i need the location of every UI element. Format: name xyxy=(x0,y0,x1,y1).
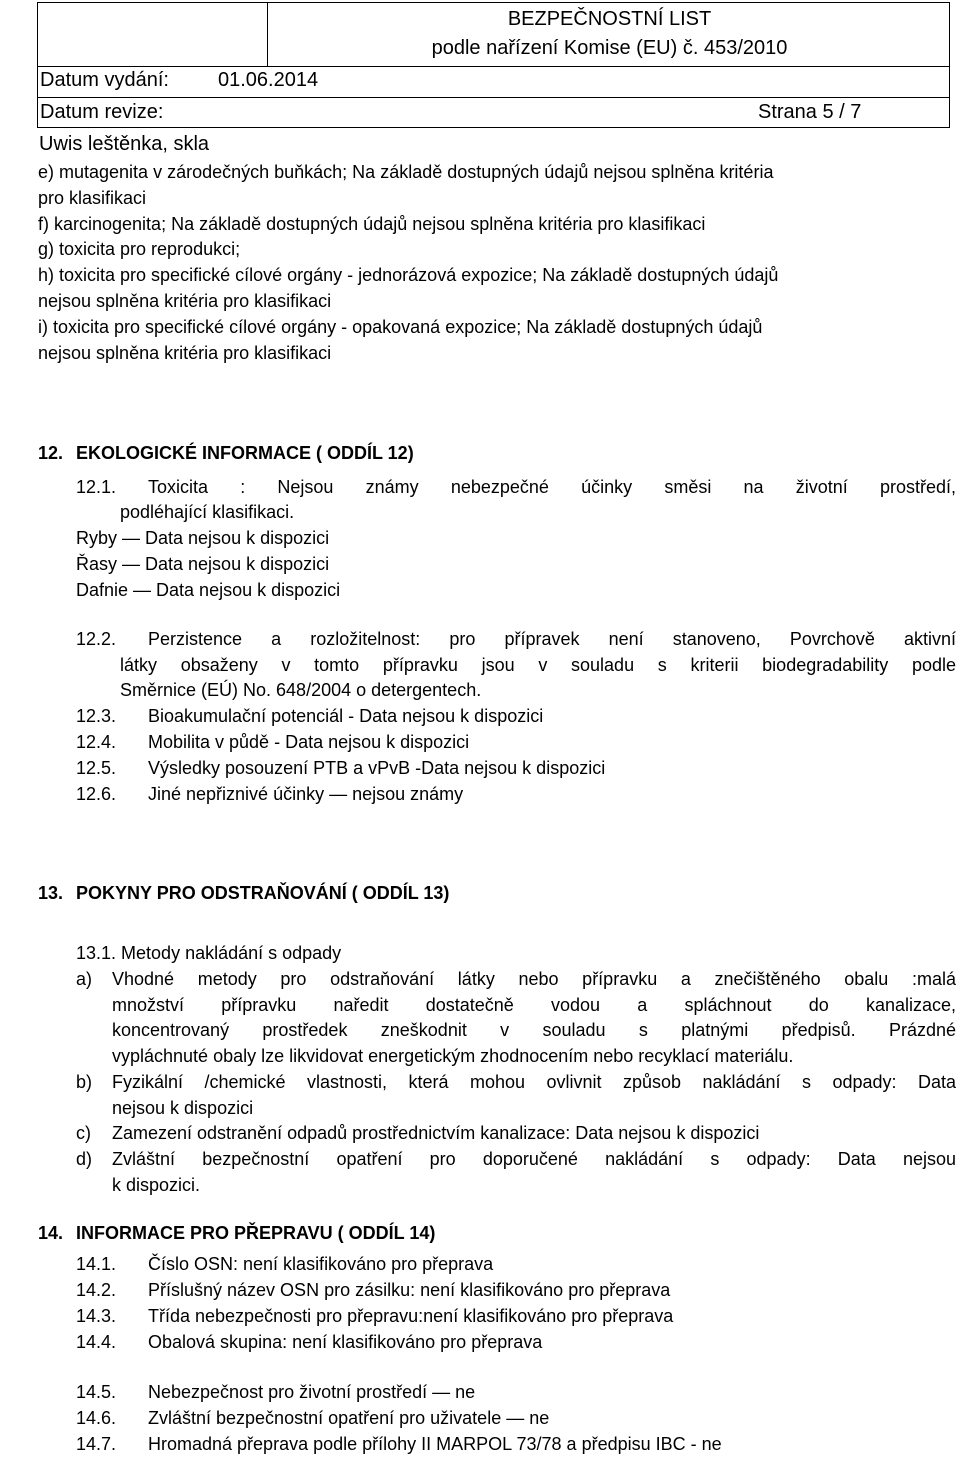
header-divider xyxy=(38,66,949,67)
text-line: g) toxicita pro reprodukci; xyxy=(38,239,241,259)
text-line: nejsou splněna kritéria pro klasifikaci xyxy=(38,343,332,363)
text-line: k dispozici. xyxy=(112,1175,201,1195)
text-line: e) mutagenita v zárodečných buňkách; Na základě dostupných údajů nejsou splněna kritéria xyxy=(38,162,774,182)
issue-date-value: 01.06.2014 xyxy=(218,69,319,91)
item-number: 14.4. xyxy=(76,1332,117,1352)
text-line: Fyzikální /chemické vlastnosti, která mohou ovlivnit způsob nakládání s odpady: Data xyxy=(112,1072,956,1092)
revision-date-label: Datum revize: xyxy=(40,101,164,123)
list-marker: b) xyxy=(76,1072,93,1092)
text-line: podléhající klasifikaci. xyxy=(120,502,295,522)
text-line: Nebezpečnost pro životní prostředí — ne xyxy=(148,1382,476,1402)
text-line: i) toxicita pro specifické cílové orgány - opakovaná expozice; Na základě dostupných údajů xyxy=(38,317,763,337)
text-line: Vhodné metody pro odstraňování látky nebo přípravku a znečištěného obalu :malá xyxy=(112,969,956,989)
regulation-subtitle: podle nařízení Komise (EU) č. 453/2010 xyxy=(431,37,788,59)
text-line: Obalová skupina: není klasifikováno pro přeprava xyxy=(148,1332,543,1352)
text-line: nejsou k dispozici xyxy=(112,1098,254,1118)
text-line: Zvláštní bezpečnostní opatření pro uživatele — ne xyxy=(148,1408,550,1428)
text-line: Jiné nepřiznivé účinky — nejsou známy xyxy=(148,784,464,804)
item-number: 14.7. xyxy=(76,1434,117,1454)
item-number: 14.3. xyxy=(76,1306,117,1326)
text-line: vypláchnuté obaly lze likvidovat energetickým zhodnocením nebo recyklací materiálu. xyxy=(112,1046,794,1066)
item-number: 12.5. xyxy=(76,758,117,778)
document-header xyxy=(37,2,950,128)
section-heading: INFORMACE PRO PŘEPRAVU ( ODDÍL 14) xyxy=(76,1223,436,1243)
text-line: Zamezení odstranění odpadů prostřednictvím kanalizace: Data nejsou k dispozici xyxy=(112,1123,760,1143)
text-line: Bioakumulační potenciál - Data nejsou k dispozici xyxy=(148,706,544,726)
document-title: BEZPEČNOSTNÍ LIST xyxy=(507,8,712,30)
text-line: Číslo OSN: není klasifikováno pro přeprava xyxy=(148,1254,494,1274)
subsection-heading: 13.1. Metody nakládání s odpady xyxy=(76,943,342,963)
list-marker: d) xyxy=(76,1149,93,1169)
text-line: množství přípravku naředit dostatečně vodou a spláchnout do kanalizace, xyxy=(112,995,956,1015)
issue-date-label: Datum vydání: xyxy=(40,69,169,91)
page-number: Strana 5 / 7 xyxy=(758,101,862,123)
text-line: h) toxicita pro specifické cílové orgány - jednorázová expozice; Na základě dostupných údajů xyxy=(38,265,779,285)
section-heading: POKYNY PRO ODSTRAŇOVÁNÍ ( ODDÍL 13) xyxy=(76,883,450,903)
text-line: Třída nebezpečnosti pro přepravu:není klasifikováno pro přeprava xyxy=(148,1306,674,1326)
section-heading: EKOLOGICKÉ INFORMACE ( ODDÍL 12) xyxy=(76,443,414,463)
text-line: nejsou splněna kritéria pro klasifikaci xyxy=(38,291,332,311)
item-number: 14.2. xyxy=(76,1280,117,1300)
text-line: Směrnice (EÚ) No. 648/2004 o detergentech. xyxy=(120,680,482,700)
text-line: Zvláštní bezpečnostní opatření pro doporučené nakládání s odpady: Data nejsou xyxy=(112,1149,956,1169)
item-number: 12.1. xyxy=(76,477,117,497)
list-marker: c) xyxy=(76,1123,91,1143)
item-number: 12.4. xyxy=(76,732,117,752)
section-number: 12. xyxy=(38,443,64,463)
section-number: 14. xyxy=(38,1223,64,1243)
header-divider xyxy=(38,97,949,98)
text-line: Výsledky posouzení PTB a vPvB -Data nejsou k dispozici xyxy=(148,758,606,778)
item-number: 12.3. xyxy=(76,706,117,726)
item-number: 14.6. xyxy=(76,1408,117,1428)
item-number: 14.5. xyxy=(76,1382,117,1402)
product-name: Uwis leštěnka, skla xyxy=(39,133,210,155)
text-line: Dafnie — Data nejsou k dispozici xyxy=(76,580,341,600)
section-number: 13. xyxy=(38,883,64,903)
text-line: Toxicita : Nejsou známy nebezpečné účinky směsi na životní prostředí, xyxy=(148,477,956,497)
item-number: 14.1. xyxy=(76,1254,117,1274)
text-line: Hromadná přeprava podle přílohy II MARPOL 73/78 a předpisu IBC - ne xyxy=(148,1434,722,1454)
text-line: látky obsaženy v tomto přípravku jsou v souladu s kriterii biodegradability podle xyxy=(120,655,956,675)
item-number: 12.2. xyxy=(76,629,117,649)
text-line: f) karcinogenita; Na základě dostupných údajů nejsou splněna kritéria pro klasifikaci xyxy=(38,214,706,234)
text-line: Mobilita v půdě - Data nejsou k dispozici xyxy=(148,732,470,752)
text-line: pro klasifikaci xyxy=(38,188,147,208)
text-line: Příslušný název OSN pro zásilku: není klasifikováno pro přeprava xyxy=(148,1280,671,1300)
text-line: Řasy — Data nejsou k dispozici xyxy=(76,554,330,574)
text-line: Perzistence a rozložitelnost: pro přípravek není stanoveno, Povrchově aktivní xyxy=(148,629,956,649)
text-line: koncentrovaný prostředek zneškodnit v souladu s platnými předpisů. Prázdné xyxy=(112,1020,956,1040)
text-line: Ryby — Data nejsou k dispozici xyxy=(76,528,330,548)
list-marker: a) xyxy=(76,969,93,989)
item-number: 12.6. xyxy=(76,784,117,804)
